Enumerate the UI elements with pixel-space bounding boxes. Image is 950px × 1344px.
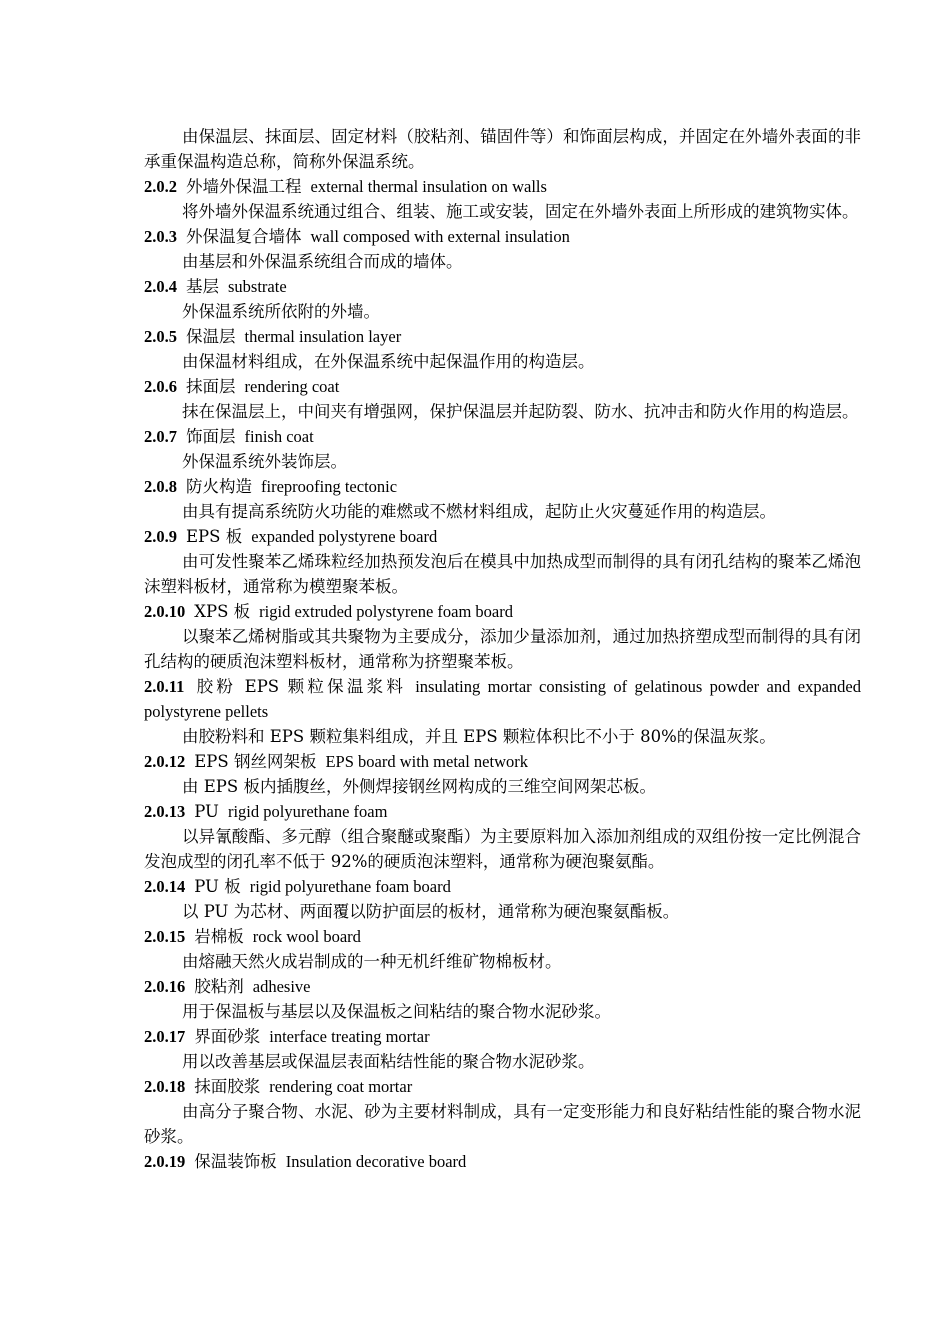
term-english-name: interface treating mortar	[269, 1027, 430, 1046]
term-number: 2.0.8	[144, 477, 177, 496]
term-definition: 外保温系统外装饰层。	[182, 452, 347, 471]
term-number: 2.0.15	[144, 927, 186, 946]
term-definition: 用以改善基层或保温层表面粘结性能的聚合物水泥砂浆。	[182, 1052, 595, 1071]
term-chinese-name: 岩棉板	[194, 927, 244, 946]
term-definition: 由基层和外保温系统组合而成的墙体。	[182, 252, 463, 271]
term-chinese-name: 防火构造	[186, 477, 252, 496]
term-number: 2.0.10	[144, 602, 186, 621]
term-heading	[144, 224, 861, 249]
term-chinese-name: 抹面层	[186, 377, 236, 396]
term-chinese-name: EPS 钢丝网架板	[194, 752, 317, 771]
term-definition: 由 EPS 板内插腹丝，外侧焊接钢丝网构成的三维空间网架芯板。	[182, 777, 656, 796]
term-english-name: thermal insulation layer	[244, 327, 402, 346]
term-number: 2.0.7	[144, 427, 177, 446]
term-definition: 由熔融天然火成岩制成的一种无机纤维矿物棉板材。	[182, 952, 562, 971]
term-english-name: rendering coat	[244, 377, 340, 396]
term-heading	[144, 749, 861, 774]
term-definition: 将外墙外保温系统通过组合、组装、施工或安装，固定在外墙外表面上所形成的建筑物实体。	[182, 202, 859, 221]
term-heading	[144, 599, 861, 624]
document-page	[144, 124, 861, 1174]
term-chinese-name: 外保温复合墙体	[186, 227, 302, 246]
term-definition: 由保温材料组成，在外保温系统中起保温作用的构造层。	[182, 352, 595, 371]
term-number: 2.0.14	[144, 877, 186, 896]
term-list	[144, 174, 861, 1174]
term-chinese-name: 外墙外保温工程	[186, 177, 302, 196]
term-definition: 用于保温板与基层以及保温板之间粘结的聚合物水泥砂浆。	[182, 1002, 611, 1021]
term-english-name: expanded polystyrene board	[251, 527, 438, 546]
term-chinese-name: XPS 板	[194, 602, 251, 621]
term-number: 2.0.13	[144, 802, 186, 821]
term-chinese-name: PU 板	[194, 877, 241, 896]
term-number: 2.0.18	[144, 1077, 186, 1096]
term-heading	[144, 874, 861, 899]
term-english-name: rendering coat mortar	[269, 1077, 413, 1096]
term-english-name: rigid polyurethane foam	[227, 802, 388, 821]
term-number: 2.0.11	[144, 677, 185, 696]
term-heading	[144, 674, 861, 724]
term-definition: 以 PU 为芯材、两面覆以防护面层的板材，通常称为硬泡聚氨酯板。	[182, 902, 680, 921]
term-definition: 以异氰酸酯、多元醇（组合聚醚或聚酯）为主要原料加入添加剂组成的双组份按一定比例混合发泡成型的闭孔率不低于 92%的硬质泡沫塑料，通常称为硬泡聚氨酯。	[144, 827, 861, 871]
intro-definition: 由保温层、抹面层、固定材料（胶粘剂、锚固件等）和饰面层构成，并固定在外墙外表面的非承重保温构造总称，简称外保温系统。	[144, 127, 861, 171]
term-heading	[144, 1024, 861, 1049]
term-number: 2.0.16	[144, 977, 186, 996]
term-heading	[144, 1149, 861, 1174]
term-chinese-name: 保温层	[186, 327, 236, 346]
term-number: 2.0.17	[144, 1027, 186, 1046]
term-definition: 由具有提高系统防火功能的难燃或不燃材料组成，起防止火灾蔓延作用的构造层。	[182, 502, 776, 521]
term-heading	[144, 274, 861, 299]
term-english-name: EPS board with metal network	[325, 752, 529, 771]
term-english-name: rock wool board	[252, 927, 361, 946]
term-heading	[144, 1074, 861, 1099]
term-chinese-name: 胶粉 EPS 颗粒保温浆料	[193, 677, 407, 696]
term-chinese-name: 保温装饰板	[194, 1152, 277, 1171]
term-definition: 由胶粉料和 EPS 颗粒集料组成，并且 EPS 颗粒体积比不小于 80%的保温灰浆。	[182, 727, 776, 746]
term-number: 2.0.2	[144, 177, 177, 196]
term-number: 2.0.4	[144, 277, 177, 296]
term-number: 2.0.9	[144, 527, 177, 546]
term-heading	[144, 374, 861, 399]
term-chinese-name: 界面砂浆	[194, 1027, 261, 1046]
term-chinese-name: 胶粘剂	[194, 977, 244, 996]
term-english-name: rigid extruded polystyrene foam board	[259, 602, 513, 621]
term-definition: 外保温系统所依附的外墙。	[182, 302, 380, 321]
term-heading	[144, 924, 861, 949]
term-number: 2.0.3	[144, 227, 177, 246]
term-definition: 抹在保温层上，中间夹有增强网，保护保温层并起防裂、防水、抗冲击和防火作用的构造层。	[182, 402, 859, 421]
term-chinese-name: 基层	[186, 277, 219, 296]
term-chinese-name: PU	[194, 802, 219, 821]
term-chinese-name: 饰面层	[186, 427, 236, 446]
term-definition: 由高分子聚合物、水泥、砂为主要材料制成，具有一定变形能力和良好粘结性能的聚合物水泥砂浆。	[144, 1102, 861, 1146]
term-english-name: finish coat	[244, 427, 314, 446]
term-chinese-name: EPS 板	[186, 527, 243, 546]
term-english-name: fireproofing tectonic	[261, 477, 398, 496]
term-english-name: adhesive	[252, 977, 311, 996]
term-number: 2.0.5	[144, 327, 177, 346]
term-english-name: Insulation decorative board	[285, 1152, 467, 1171]
term-heading	[144, 474, 861, 499]
term-english-name: wall composed with external insulation	[310, 227, 570, 246]
term-heading	[144, 524, 861, 549]
term-english-name: insulating mortar consisting of gelatinous powder and expanded polystyrene pellets	[144, 677, 861, 721]
term-heading	[144, 974, 861, 999]
term-english-name: rigid polyurethane foam board	[249, 877, 451, 896]
term-chinese-name: 抹面胶浆	[194, 1077, 261, 1096]
term-heading	[144, 174, 861, 199]
term-definition: 以聚苯乙烯树脂或其共聚物为主要成分，添加少量添加剂，通过加热挤塑成型而制得的具有闭孔结构的硬质泡沫塑料板材，通常称为挤塑聚苯板。	[144, 627, 861, 671]
term-english-name: substrate	[228, 277, 287, 296]
term-heading	[144, 799, 861, 824]
term-definition: 由可发性聚苯乙烯珠粒经加热预发泡后在模具中加热成型而制得的具有闭孔结构的聚苯乙烯泡沫塑料板材，通常称为模塑聚苯板。	[144, 552, 861, 596]
term-heading	[144, 324, 861, 349]
term-number: 2.0.19	[144, 1152, 186, 1171]
term-number: 2.0.6	[144, 377, 177, 396]
term-number: 2.0.12	[144, 752, 186, 771]
term-heading	[144, 424, 861, 449]
term-english-name: external thermal insulation on walls	[310, 177, 547, 196]
